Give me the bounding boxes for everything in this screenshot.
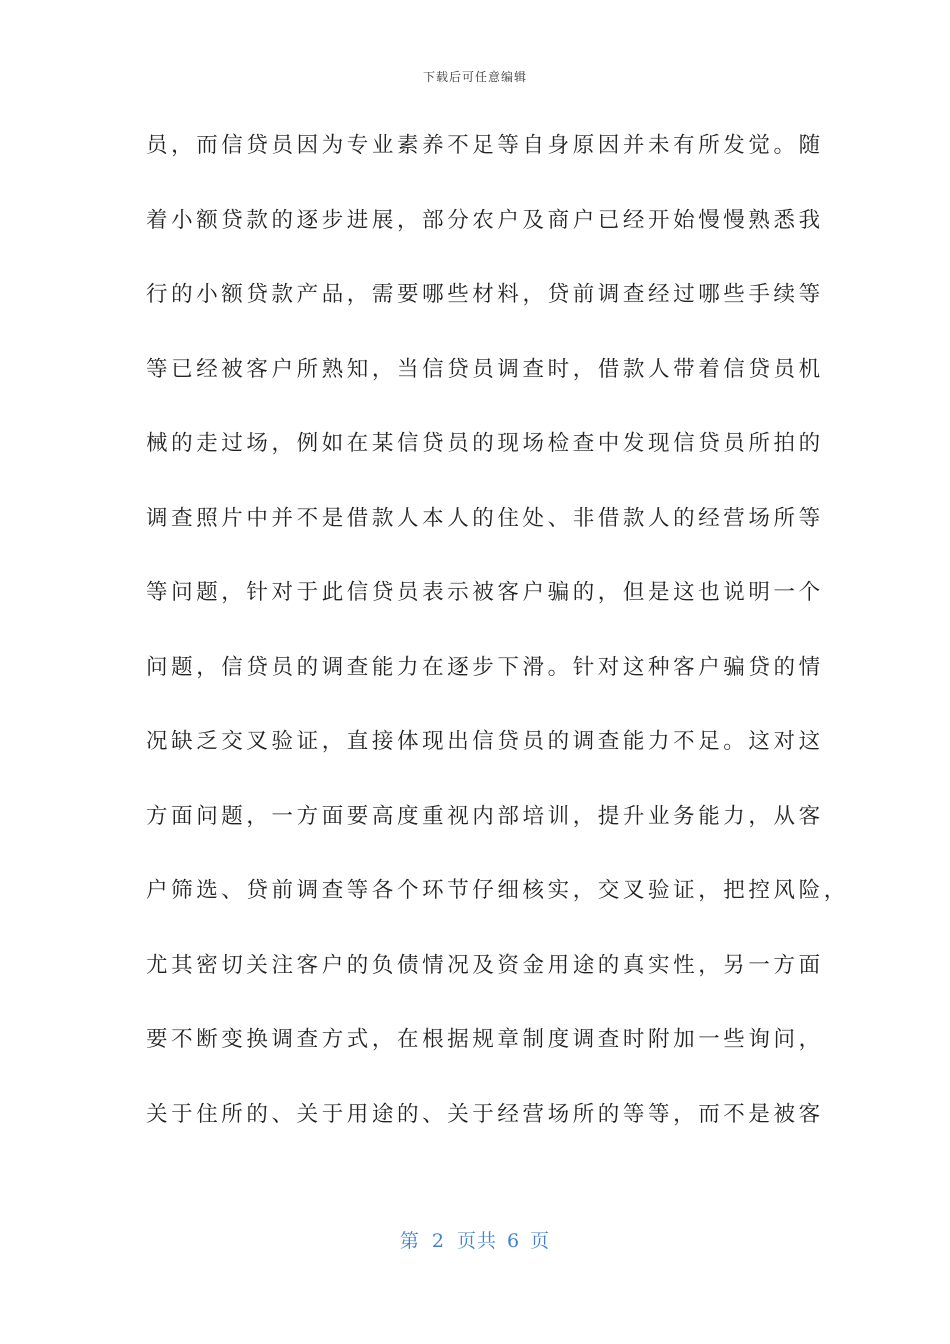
body-line-8: 问题，信贷员的调查能力在逐步下滑。针对这种客户骗贷的情 <box>146 654 824 680</box>
body-line-5: 械的走过场，例如在某信贷员的现场检查中发现信贷员所拍的 <box>146 431 824 456</box>
body-line-7: 等问题，针对于此信贷员表示被客户骗的，但是这也说明一个 <box>146 580 824 605</box>
footer-total-pages: 6 <box>507 1230 521 1252</box>
body-line-6: 调查照片中并不是借款人本人的住处、非借款人的经营场所等 <box>146 505 824 531</box>
page-footer <box>0 1226 950 1253</box>
page-header: 下载后可任意编辑 <box>422 70 527 84</box>
body-line-10: 方面问题，一方面要高度重视内部培训，提升业务能力，从客 <box>146 803 824 829</box>
body-line-14: 关于住所的、关于用途的、关于经营场所的等等，而不是被客 <box>146 1101 824 1127</box>
body-line-12: 尤其密切关注客户的负债情况及资金用途的真实性，另一方面 <box>146 952 824 978</box>
footer-page-number: 2 <box>431 1230 445 1252</box>
body-line-3: 行的小额贷款产品，需要哪些材料，贷前调查经过哪些手续等 <box>146 282 824 307</box>
body-line-9: 况缺乏交叉验证，直接体现出信贷员的调查能力不足。这对这 <box>146 729 824 754</box>
footer-prefix: 第 <box>399 1230 420 1252</box>
document-body <box>146 118 849 1161</box>
footer-middle: 页共 <box>456 1230 497 1252</box>
body-line-1: 员，而信贷员因为专业素养不足等自身原因并未有所发觉。随 <box>146 133 824 158</box>
body-line-13: 要不断变换调查方式，在根据规章制度调查时附加一些询问， <box>146 1027 824 1052</box>
body-line-11: 户筛选、贷前调查等各个环节仔细核实，交叉验证，把控风险， <box>146 878 849 903</box>
footer-suffix: 页 <box>530 1230 551 1252</box>
body-line-2: 着小额贷款的逐步进展，部分农户及商户已经开始慢慢熟悉我 <box>146 207 824 233</box>
body-line-4: 等已经被客户所熟知，当信贷员调查时，借款人带着信贷员机 <box>146 356 824 382</box>
